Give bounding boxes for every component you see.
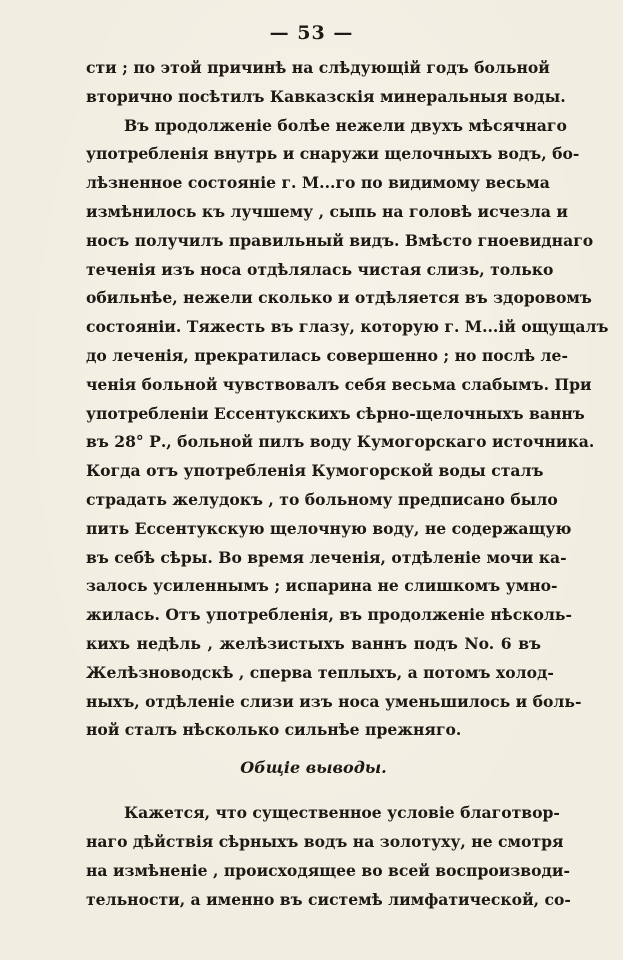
text-line: въ себѣ сѣры. Во время леченія, отдѣленіе мочи ка-	[86, 547, 567, 567]
text-line: до леченія, прекратилась совершенно ; но послѣ ле-	[86, 345, 568, 365]
text-line: страдать желудокъ , то больному предписано было	[86, 489, 558, 509]
text-line: жилась. Отъ употребленія, въ продолженіе нѣсколь-	[86, 605, 572, 625]
text-line: теченія изъ носа отдѣлялась чистая слизь, только	[86, 259, 554, 279]
text-line: Въ продолженіе болѣе нежели двухъ мѣсячнаго	[124, 115, 567, 135]
text-line: вторично посѣтилъ Кавказскія минеральныя воды.	[86, 86, 566, 106]
text-line: пить Ессентукскую щелочную воду, не содержащую	[86, 518, 572, 538]
paragraph-continuation	[86, 54, 566, 112]
text-line: сти ; по этой причинѣ на слѣдующій годъ больной	[86, 58, 550, 77]
text-line: употребленіи Ессентукскихъ сѣрно-щелочныхъ ваннъ	[86, 403, 585, 423]
text-line: на измѣненіе , происходящее во всей воспроизводи-	[86, 860, 570, 880]
text-line: наго дѣйствія сѣрныхъ водъ на золотуху, не смотря	[86, 831, 564, 851]
text-line: состояніи. Тяжесть въ глазу, которую г. М...ій ощущалъ	[86, 317, 609, 337]
text-line: обильнѣе, нежели сколько и отдѣляется въ здоровомъ	[86, 288, 592, 308]
paragraph-case-description	[86, 112, 609, 746]
text-line: ной сталъ нѣсколько сильнѣе прежняго.	[86, 720, 462, 740]
text-line: тельности, а именно въ системѣ лимфатической, со-	[86, 889, 571, 909]
page-body	[86, 54, 609, 914]
text-line: лѣзненное состояніе г. М...го по видимому весьма	[86, 173, 550, 193]
text-line: Желѣзноводскѣ , сперва теплыхъ, а потомъ холод-	[86, 662, 554, 682]
text-line: кихъ недѣль , желѣзистыхъ ваннъ подъ No. 6 въ	[86, 633, 541, 653]
text-line: въ 28° Р., больной пилъ воду Кумогорскаго источника.	[86, 432, 595, 452]
page-number: — 53 —	[269, 22, 354, 44]
text-line: измѣнилось къ лучшему , сыпь на головѣ исчезла и	[86, 201, 568, 221]
section-heading: Общіе выводы.	[240, 758, 387, 778]
text-line: употребленія внутрь и снаружи щелочныхъ водъ, бо-	[86, 144, 580, 164]
text-line: залось усиленнымъ ; испарина не слишкомъ умно-	[86, 576, 558, 596]
text-line: ченія больной чувствовалъ себя весьма слабымъ. При	[86, 374, 592, 394]
text-line: Кажется, что существенное условіе благотвор-	[124, 803, 560, 823]
text-line: Когда отъ употребленія Кумогорской воды сталъ	[86, 461, 544, 481]
text-line: носъ получилъ правильный видъ. Вмѣсто гноевиднаго	[86, 230, 594, 250]
text-line: ныхъ, отдѣленіе слизи изъ носа уменьшилось и боль-	[86, 691, 582, 711]
paragraph-conclusions	[86, 799, 571, 914]
